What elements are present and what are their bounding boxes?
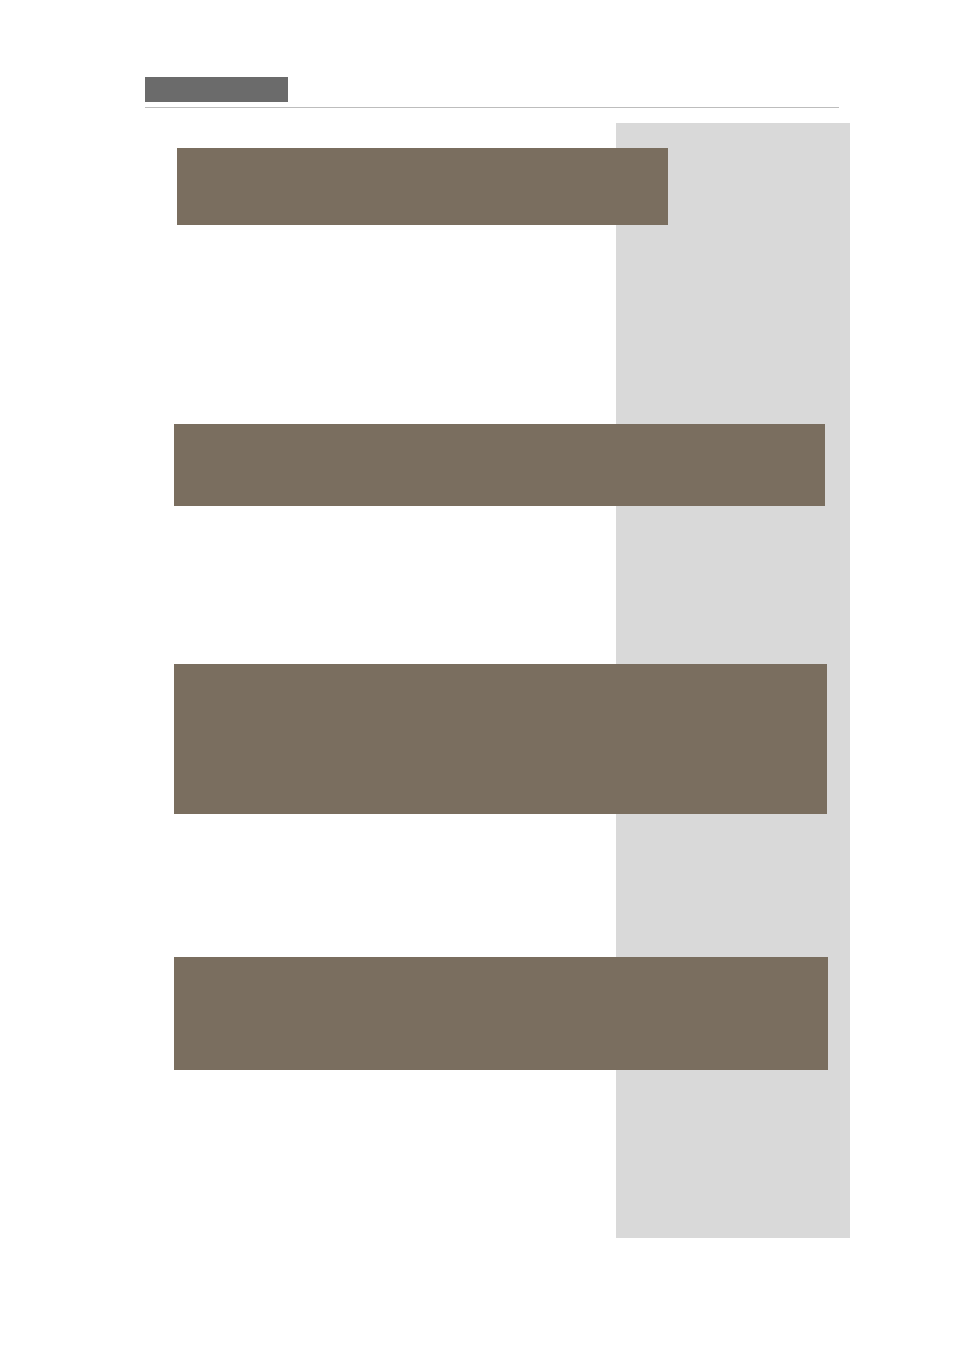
studio-foldback-panel xyxy=(177,148,668,225)
control-room-panel xyxy=(174,424,825,506)
section-heading xyxy=(146,397,172,414)
tie-lines-panel xyxy=(174,957,828,1070)
footer-credit xyxy=(146,1262,152,1288)
product-logo xyxy=(145,77,288,102)
header-rule xyxy=(145,107,839,108)
auxiliaries-panel xyxy=(174,664,827,814)
section-heading xyxy=(146,121,172,138)
section-heading xyxy=(146,924,172,941)
section-heading xyxy=(146,638,172,655)
